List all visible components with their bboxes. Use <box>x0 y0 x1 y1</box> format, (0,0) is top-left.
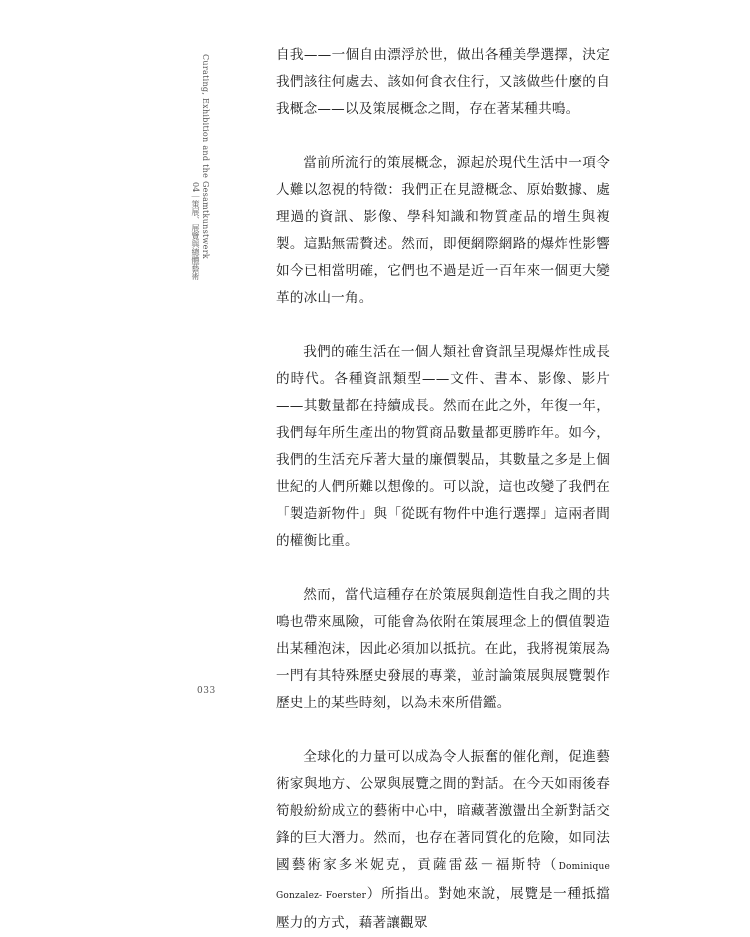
paragraph-4: 然而，當代這種存在於策展與創造性自我之間的共鳴也帶來風險，可能會為依附在策展理念上的價值製造出某種泡沫，因此必須加以抵抗。在此，我將視策展為一門有其特殊歷史發展的專業，並討論策展與展覽製作歷史上的某些時刻，以為未來所借鑑。 <box>276 587 610 711</box>
paragraph-5 <box>276 744 610 937</box>
artist-name-latin: Dominique Gonzalez- Foerster <box>276 862 610 901</box>
paragraph-3: 我們的確生活在一個人類社會資訊呈現爆炸性成長的時代。各種資訊類型——文件、書本、影像、影片——其數量都在持續成長。然而在此之外，年復一年，我們每年所生產出的物質商品數量都更勝昨年。如今，我們的生活充斥著大量的廉價製品，其數量之多是上個世紀的人們所難以想像的。可以說，這也改變了我們在「製造新物件」與「從既有物件中進行選擇」這兩者間的權衡比重。 <box>276 344 610 549</box>
paragraph-2: 當前所流行的策展概念，源起於現代生活中一項令人難以忽視的特徵：我們正在見證概念、原始數據、處理過的資訊、影像、學科知識和物質產品的增生與複製。這點無需贅述。然而，即便網際網路的爆炸性影響如今已相當明確，它們也不過是近一百年來一個更大變革的冰山一角。 <box>276 155 610 306</box>
running-head <box>188 54 210 524</box>
paragraph-1: 自我——一個自由漂浮於世，做出各種美學選擇，決定我們該往何處去、該如何食衣住行，又該做些什麼的自我概念——以及策展概念之間，存在著某種共鳴。 <box>276 47 610 117</box>
running-head-chinese: 04｜策展、展覽與總體藝術 <box>191 182 200 281</box>
paragraph-5-text-after: ）所指出。對她來說，展覽是一種抵擋壓力的方式，藉著讓觀眾 <box>276 886 610 931</box>
page-number: 033 <box>197 686 216 696</box>
running-head-english: Curating, Exhibition and the Gesamtkunstwerk <box>201 54 210 259</box>
body-text <box>276 42 610 937</box>
paragraph-5-text-before: 全球化的力量可以成為令人振奮的催化劑，促進藝術家與地方、公眾與展覽之間的對話。在今天如雨後春筍般紛紛成立的藝術中心中，暗藏著激盪出全新對話交鋒的巨大潛力。然而，也存在著同質化的危險，如同法國藝術家多米妮克，貢薩雷茲－福斯特（ <box>276 749 610 873</box>
